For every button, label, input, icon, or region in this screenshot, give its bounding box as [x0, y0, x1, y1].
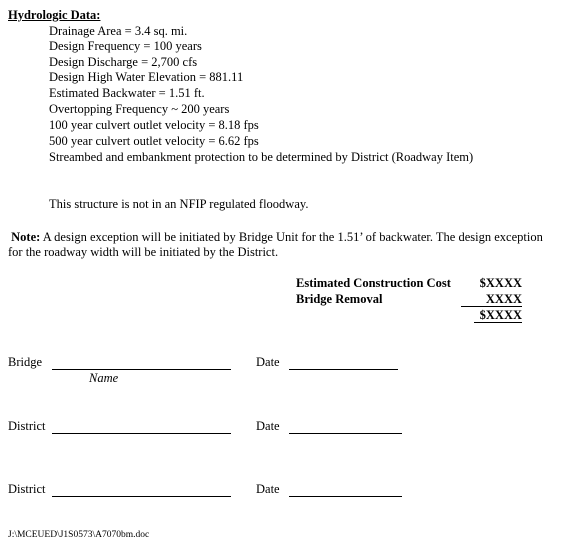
- nfip-statement: This structure is not in an NFIP regulated floodway.: [49, 197, 309, 211]
- note-label: Note:: [11, 230, 41, 244]
- district-signature-line-1[interactable]: [52, 433, 231, 434]
- subtotal-rule: [461, 306, 522, 307]
- note-paragraph: [8, 230, 560, 260]
- district-date-label-2: Date: [256, 482, 280, 496]
- design-frequency-item: Design Frequency = 100 years: [49, 39, 202, 53]
- district-date-label-1: Date: [256, 419, 280, 433]
- total-cost-value: $XXXX: [479, 308, 522, 322]
- estimated-backwater-item: Estimated Backwater = 1.51 ft.: [49, 86, 205, 100]
- drainage-area-item: Drainage Area = 3.4 sq. mi.: [49, 24, 188, 38]
- bridge-removal-label: Bridge Removal: [296, 292, 383, 306]
- bridge-removal-value: XXXX: [485, 292, 522, 306]
- bridge-signature-line[interactable]: [52, 369, 231, 370]
- streambed-protection-item: Streambed and embankment protection to be determined by District (Roadway Item): [49, 150, 474, 164]
- district-date-line-1[interactable]: [289, 433, 402, 434]
- construction-cost-label: Estimated Construction Cost: [296, 276, 451, 290]
- district-date-line-2[interactable]: [289, 496, 402, 497]
- bridge-name-caption: Name: [89, 371, 119, 385]
- hydrologic-data-heading: Hydrologic Data:: [8, 8, 101, 22]
- district-signature-label-2: District: [8, 482, 46, 496]
- velocity-100yr-item: 100 year culvert outlet velocity = 8.18 fps: [49, 118, 259, 132]
- document-file-path: J:\MCEUED\J1S0573\A7070bm.doc: [8, 530, 150, 540]
- overtopping-frequency-item: Overtopping Frequency ~ 200 years: [49, 102, 230, 116]
- design-high-water-item: Design High Water Elevation = 881.11: [49, 70, 244, 84]
- bridge-date-label: Date: [256, 355, 280, 369]
- design-discharge-item: Design Discharge = 2,700 cfs: [49, 55, 198, 69]
- velocity-500yr-item: 500 year culvert outlet velocity = 6.62 fps: [49, 134, 259, 148]
- construction-cost-value: $XXXX: [479, 276, 522, 290]
- total-rule: [474, 322, 522, 323]
- note-text: A design exception will be initiated by Bridge Unit for the 1.51’ of backwater. The design exception for the roadway width will be initiated by the District.: [8, 230, 543, 259]
- district-signature-label-1: District: [8, 419, 46, 433]
- bridge-date-line[interactable]: [289, 369, 398, 370]
- district-signature-line-2[interactable]: [52, 496, 231, 497]
- bridge-signature-label: Bridge: [8, 355, 43, 369]
